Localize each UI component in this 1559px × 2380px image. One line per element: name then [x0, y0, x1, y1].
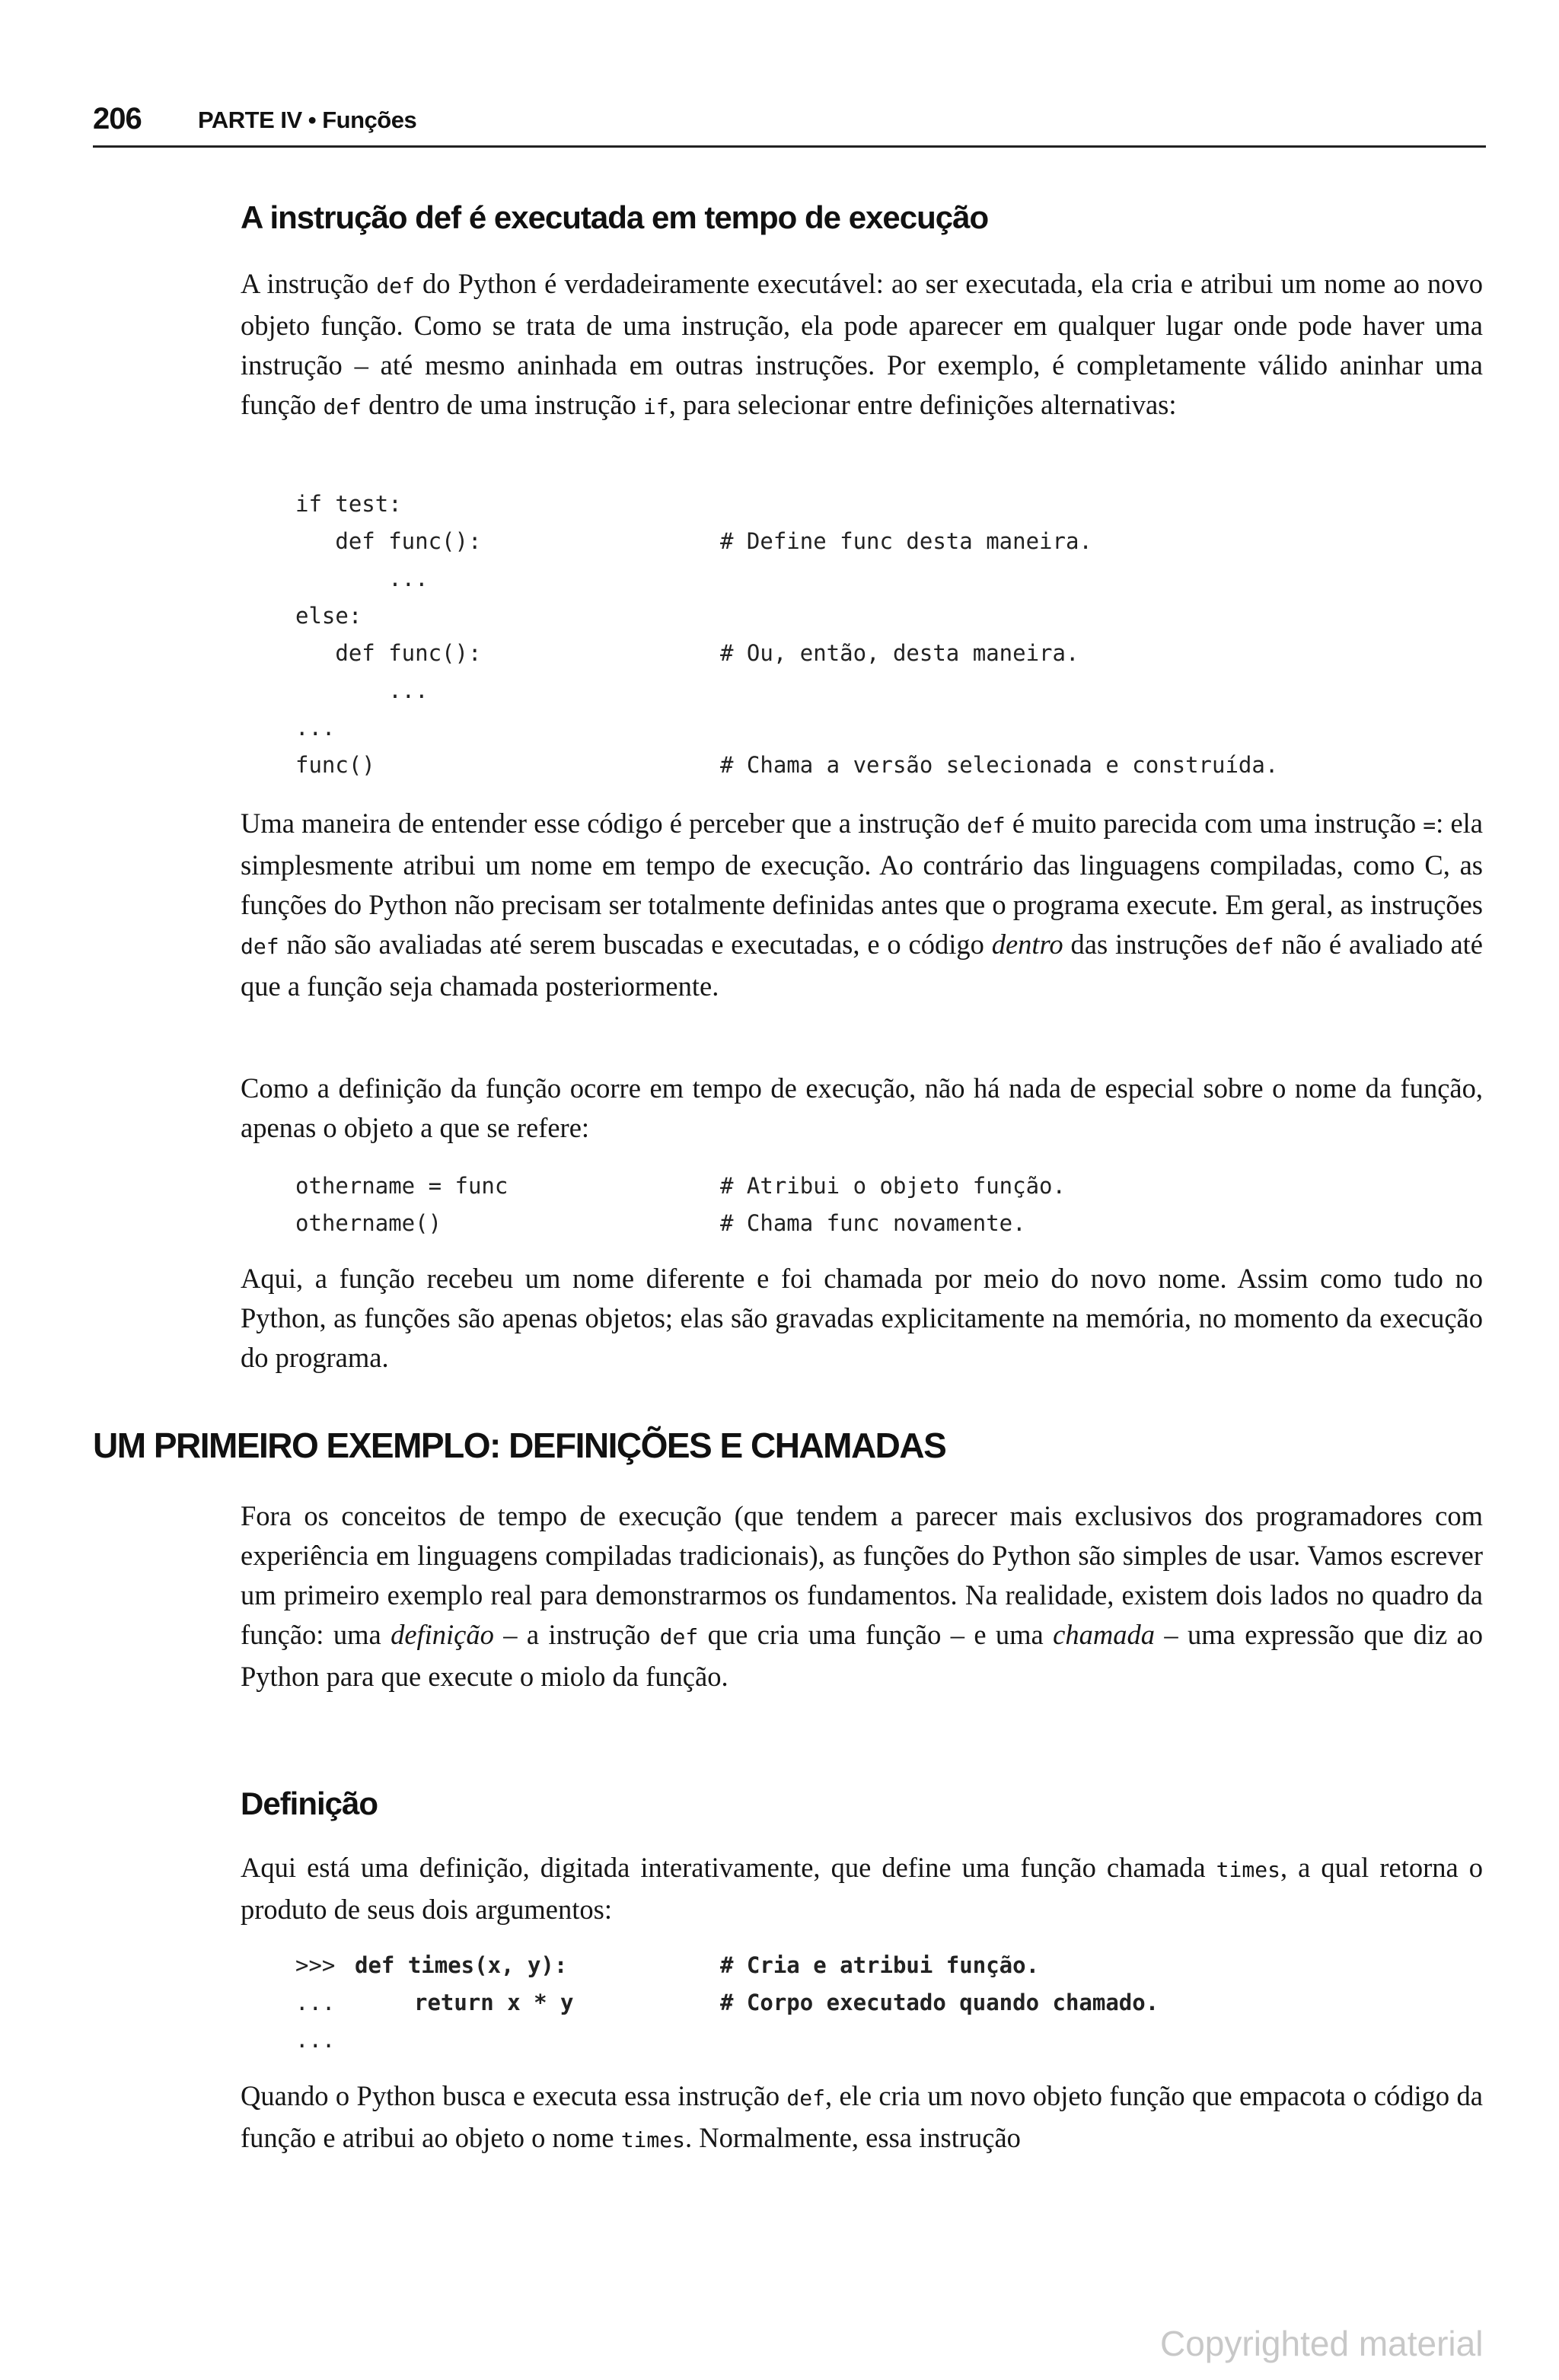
paragraph-functions-objects: Aqui, a função recebeu um nome diferente e foi chamada por meio do novo nome. Assim como tudo no Python, as funções são apenas objetos; elas são gravadas explicitamente na memória, no momento da execução do programa. — [241, 1263, 1483, 1373]
page-header — [93, 97, 1486, 148]
header-rule — [93, 145, 1486, 148]
section-heading-def-runtime: A instrução def é executada em tempo de execução — [241, 199, 989, 235]
paragraph-first-example: Fora os conceitos de tempo de execução (que tendem a parecer mais exclusivos dos programadores com experiência em linguagens compiladas tradicionais), as funções do Python são simples de usar. Vamos escrever um primeiro exemplo real para demonstrarmos os fundamentos. Na realidade, existem dois lados no quadro da função: uma definição – a instrução def que cria uma função – e uma chamada – uma expressão que diz ao Python para que execute o miolo da função. — [241, 1500, 1484, 1692]
paragraph-definition: Aqui está uma definição, digitada interativamente, que define uma função chamada times, a qual retorna o produto de seus dois argumentos: — [241, 1852, 1483, 1925]
paragraph-def-explanation: Uma maneira de entender esse código é perceber que a instrução def é muito parecida com uma instrução =: ela simplesmente atribui um nome em tempo de execução. Ao contrário das linguagens compiladas, como C, as funções do Python não precisam ser totalmente definidas antes que o programa execute. Em geral, as instruções def não são avaliadas até serem buscadas e executadas, e o código dentro das instruções def não é avaliado até que a função seja chamada posteriormente. — [241, 808, 1484, 1002]
paragraph-function-name: Como a definição da função ocorre em tempo de execução, não há nada de especial sobre o nome da função, apenas o objeto a que se refere: — [241, 1072, 1483, 1143]
watermark: Copyrighted material — [1160, 2324, 1484, 2363]
subheading-definicao: Definição — [241, 1786, 378, 1821]
running-head: PARTE IV • Funções — [198, 107, 417, 133]
paragraph-def-object: Quando o Python busca e executa essa instrução def, ele cria um novo objeto função que empacota o código da função e atribui ao objeto o nome times. Normalmente, essa instrução — [241, 2080, 1483, 2153]
section-heading-first-example: UM PRIMEIRO EXEMPLO: DEFINIÇÕES E CHAMADAS — [93, 1426, 946, 1465]
page-number: 206 — [93, 102, 142, 135]
paragraph-def-intro: A instrução def do Python é verdadeiramente executável: ao ser executada, ela cria e atribui um nome ao novo objeto função. Como se trata de uma instrução, ela pode aparecer em qualquer lugar onde pode haver uma instrução – até mesmo aninhada em outras instruções. Por exemplo, é completamente válido aninhar uma função def dentro de uma instrução if, para selecionar entre definições alternativas: — [241, 268, 1483, 420]
